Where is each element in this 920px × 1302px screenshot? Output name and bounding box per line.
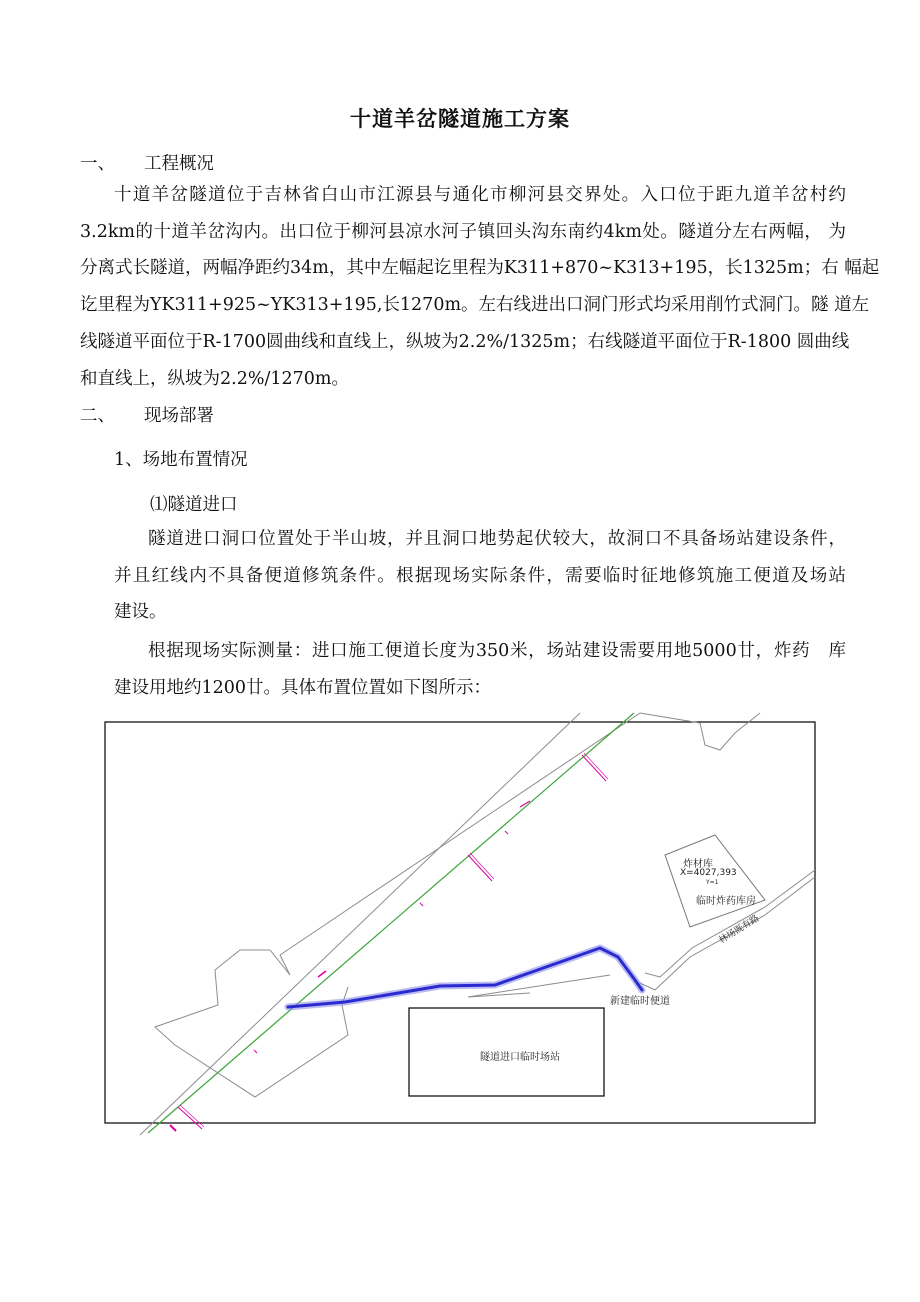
entrance-paragraph [114, 521, 846, 631]
temporary-access-road [288, 948, 642, 1007]
measurement-line: 根据现场实际测量：进口施工便道长度为350米，场站建设需要用地5000廿，炸药 库 [148, 641, 846, 661]
section-2-title: 现场部署 [144, 406, 214, 426]
section-1-heading [80, 150, 214, 175]
station-label: 隧道进口临时场站 [480, 1052, 560, 1063]
chainage-mark [470, 853, 494, 879]
overview-line: 线隧道平面位于R-1700圆曲线和直线上，纵坡为2.2%/1325m；右线隧道平面位于R-1800 圆曲线 [80, 331, 850, 352]
entrance-line: 隧道进口洞口位置处于半山坡，并且洞口地势起伏较大，故洞口不具备场站建设条件， [148, 529, 846, 549]
subsection-site-layout: 1、场地布置情况 [114, 450, 248, 470]
existing-forest-road-2 [645, 870, 815, 977]
overview-line: 和直线上，纵坡为2.2%/1270m。 [80, 368, 349, 389]
left-boundary-line [140, 713, 580, 1135]
portal-outline-top [215, 950, 290, 975]
temporary-road-shadow [288, 948, 642, 1007]
access-road-label: 新建临时便道 [610, 996, 670, 1007]
overview-line: 3.2km的十道羊岔沟内。出口位于柳河县凉水河子镇回头沟东南约4km处。隧道分左右两幅， 为 [80, 221, 846, 242]
section-2-number: 二、 [80, 406, 115, 426]
portal-marker [318, 971, 326, 977]
measurement-paragraph [114, 633, 846, 706]
terrain-line [640, 713, 760, 750]
small-tick [420, 903, 423, 906]
chainage-mark [180, 1105, 204, 1127]
overview-line: 十道羊岔隧道位于吉林省白山市江源县与通化市柳河县交界处。入口位于距九道羊岔村约 [114, 185, 846, 205]
overview-paragraph [80, 177, 880, 397]
chainage-mark [582, 755, 606, 781]
overview-line: 讫里程为YK311+925~YK313+195,长1270m。左右线进出口洞门形式均采用削竹式洞门。隧 道左 [80, 295, 870, 316]
section-2-heading [80, 402, 214, 427]
portal-marker [170, 1125, 176, 1131]
overview-line: 分离式长隧道，两幅净距约34m，其中左幅起讫里程为K311+870~K313+195，长1325m；右 幅起 [80, 258, 880, 279]
figure-frame [105, 722, 815, 1123]
magazine-coordinate-y: Y=1 [706, 879, 719, 886]
road-pointer-line-2 [468, 993, 530, 997]
existing-road-label: 林场既有路 [717, 913, 762, 947]
entrance-line: 建设。 [114, 602, 167, 623]
magazine-label: 炸材库 [683, 859, 713, 870]
small-tick [505, 831, 508, 834]
section-1-title: 工程概况 [144, 154, 214, 174]
magazine-coordinate: X=4027,393 [680, 868, 737, 878]
chainage-mark [468, 855, 492, 881]
site-layout-figure [0, 705, 920, 1140]
entrance-line: 并且红线内不具备便道修筑条件。根据现场实际条件，需要临时征地修筑施工便道及场站 [114, 565, 846, 586]
section-1-number: 一、 [80, 154, 115, 174]
magazine-name-label: 临时炸药库房 [696, 896, 756, 907]
site-layout-drawing [0, 705, 920, 1140]
tunnel-centerline [148, 713, 634, 1133]
measurement-line: 建设用地约1200廿。具体布置位置如下图所示： [114, 677, 492, 698]
document-title: 十道羊岔隧道施工方案 [350, 106, 570, 131]
chainage-mark [584, 753, 608, 779]
subsection-tunnel-entrance: ⑴隧道进口 [150, 495, 238, 515]
chainage-mark [178, 1107, 202, 1129]
portal-outline [155, 970, 348, 1097]
right-boundary-line [280, 713, 640, 955]
small-tick [254, 1050, 257, 1053]
